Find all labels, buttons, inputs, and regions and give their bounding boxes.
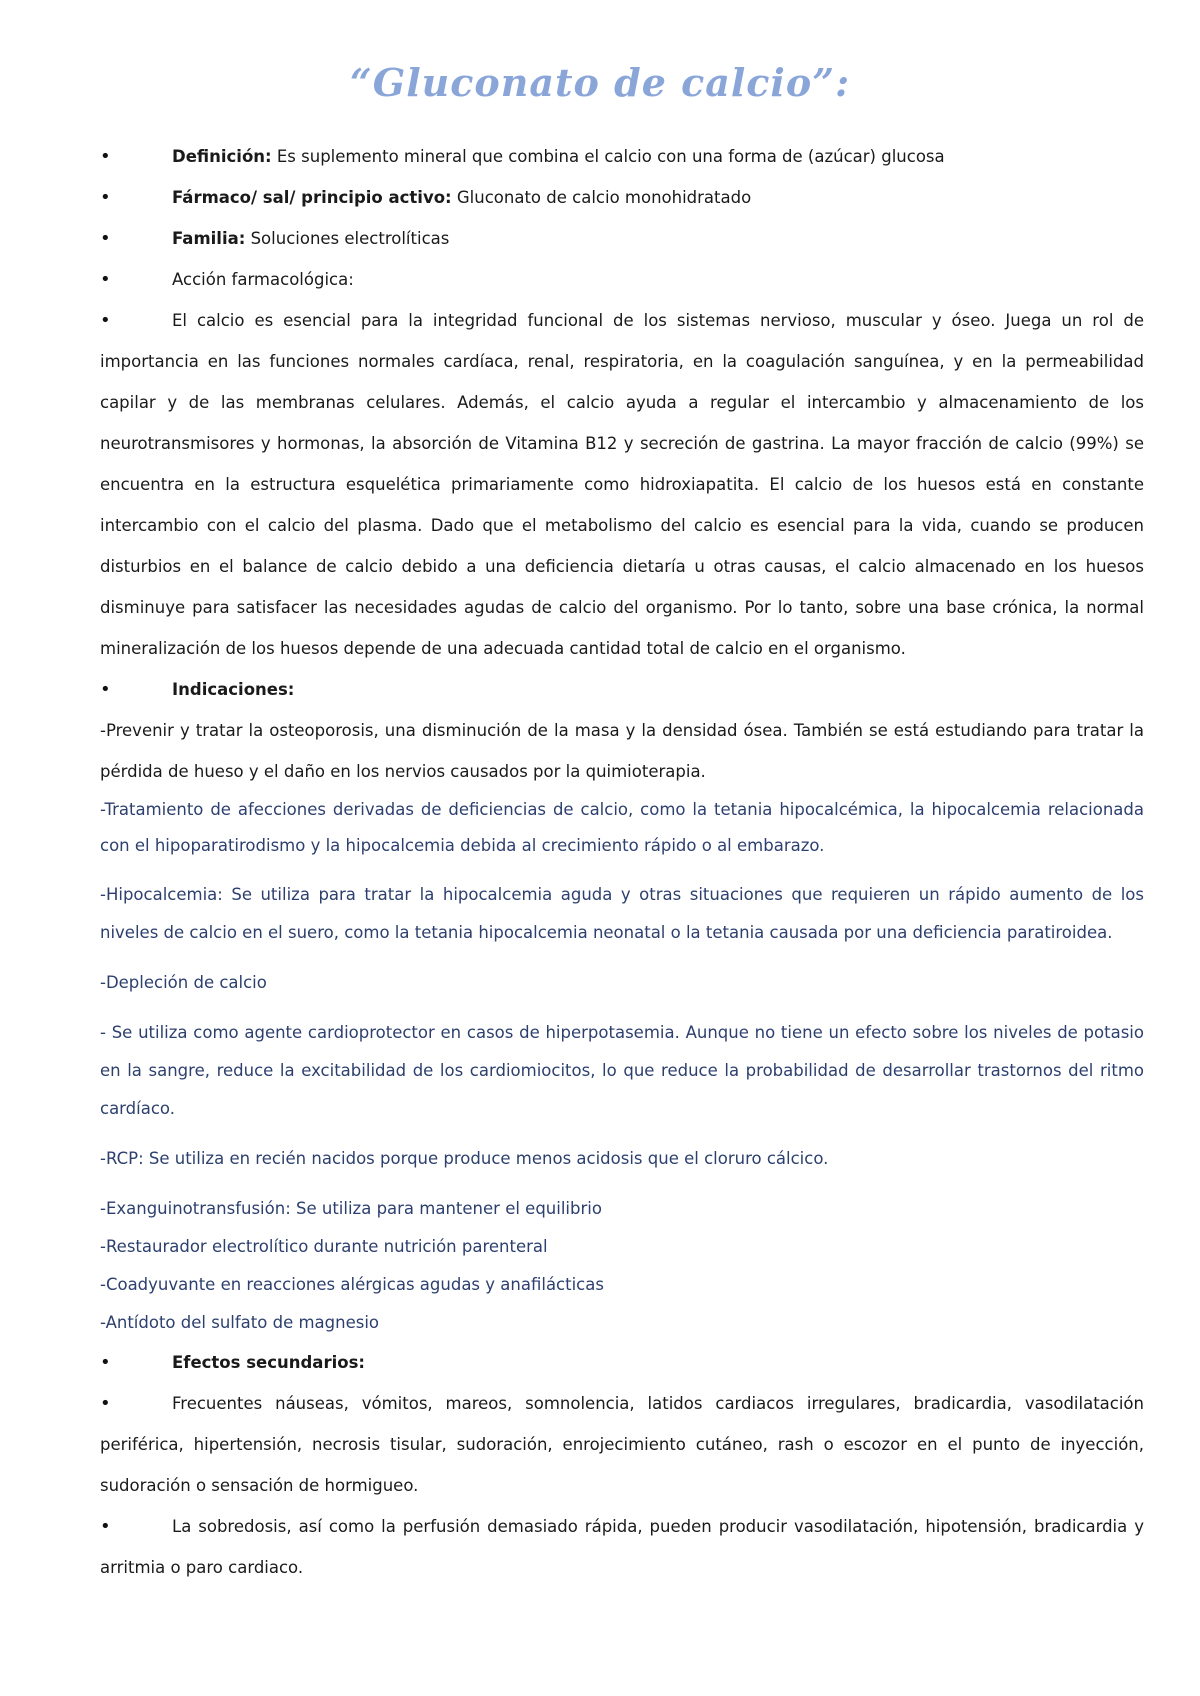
farmaco-item [100,177,1144,218]
efectos-label: Efectos secundarios: [172,1353,365,1372]
definicion-text: Es suplemento mineral que combina el calcio con una forma de (azúcar) glucosa [271,147,945,166]
indicacion-coadyuvante: -Coadyuvante en reacciones alérgicas agudas y anafilácticas [100,1275,604,1294]
indicaciones-item [100,669,1144,710]
spacer [100,1128,1144,1140]
indicacion-osteoporosis: -Prevenir y tratar la osteoporosis, una disminución de la masa y la densidad ósea. También se está estudiando para tratar la pérdida de hueso y el daño en los nervios causados por la quimioterapia. [100,721,1144,781]
familia-text: Soluciones electrolíticas [245,229,450,248]
efecto-sobredosis: • La sobredosis, así como la perfusión demasiado rápida, pueden producir vasodilatación, hipotensión, bradicardia y arritmia o paro cardiaco. [100,1506,1144,1588]
indicacion-restaurador: -Restaurador electrolítico durante nutrición parenteral [100,1237,548,1256]
indicaciones-label: Indicaciones: [172,680,295,699]
farmaco-text: Gluconato de calcio monohidratado [451,188,752,207]
indicacion-exanguino: -Exanguinotransfusión: Se utiliza para mantener el equilibrio [100,1199,602,1218]
spacer [100,952,1144,964]
document-body [100,136,1144,1588]
indicacion-antidoto: -Antídoto del sulfato de magnesio [100,1313,380,1332]
familia-label: Familia: [172,229,246,248]
spacer [100,1178,1144,1190]
efecto-frecuentes: • Frecuentes náuseas, vómitos, mareos, somnolencia, latidos cardiacos irregulares, bradicardia, vasodilatación periférica, hipertensión, necrosis tisular, sudoración, enrojecimiento cutáneo, rash o escozor en el punto de inyección, sudoración o sensación de hormigueo. [100,1383,1144,1506]
indicacion-tratamiento: -Tratamiento de afecciones derivadas de deficiencias de calcio, como la tetania hipocalcémica, la hipocalcemia relacionada con el hipoparatirodismo y la hipocalcemia debida al crecimiento rápido o al embarazo. [100,800,1144,855]
accion-paragraph: • El calcio es esencial para la integridad funcional de los sistemas nervioso, muscular y óseo. Juega un rol de importancia en las funciones normales cardíaca, renal, respiratoria, en la coagulación sanguínea, y en la permeabilidad capilar y de las membranas celulares. Además, el calcio ayuda a regular el intercambio y almacenamiento de los neurotransmisores y hormonas, la absorción de Vitamina B12 y secreción de gastrina. La mayor fracción de calcio (99%) se encuentra en la estructura esquelética primariamente como hidroxiapatita. El calcio de los huesos está en constante intercambio con el calcio del plasma. Dado que el metabolismo del calcio es esencial para la vida, cuando se producen disturbios en el balance de calcio debido a una deficiencia dietaría u otras causas, el calcio almacenado en los huesos disminuye para satisfacer las necesidades agudas de calcio del organismo. Por lo tanto, sobre una base crónica, la normal mineralización de los huesos depende de una adecuada cantidad total de calcio en el organismo. [100,300,1144,669]
definicion-label: Definición: [172,147,272,166]
definicion-item [100,136,1144,177]
document-title: “Gluconato de calcio”: [349,60,851,105]
indicacion-rcp: -RCP: Se utiliza en recién nacidos porque produce menos acidosis que el cloruro cálcico. [100,1149,829,1168]
familia-item [100,218,1144,259]
accion-item [100,259,1144,300]
spacer [100,1002,1144,1014]
spacer [100,864,1144,876]
indicacion-deplecion: -Depleción de calcio [100,973,267,992]
efectos-item [100,1342,1144,1383]
accion-label: Acción farmacológica: [172,270,354,289]
farmaco-label: Fármaco/ sal/ principio activo: [172,188,452,207]
indicacion-cardioprotector: - Se utiliza como agente cardioprotector en casos de hiperpotasemia. Aunque no tiene un efecto sobre los niveles de potasio en la sangre, reduce la excitabilidad de los cardiomiocitos, lo que reduce la probabilidad de desarrollar trastornos del ritmo cardíaco. [100,1023,1144,1118]
indicacion-hipocalcemia: -Hipocalcemia: Se utiliza para tratar la hipocalcemia aguda y otras situaciones que requieren un rápido aumento de los niveles de calcio en el suero, como la tetania hipocalcemia neonatal o la tetania causada por una deficiencia paratiroidea. [100,885,1144,942]
